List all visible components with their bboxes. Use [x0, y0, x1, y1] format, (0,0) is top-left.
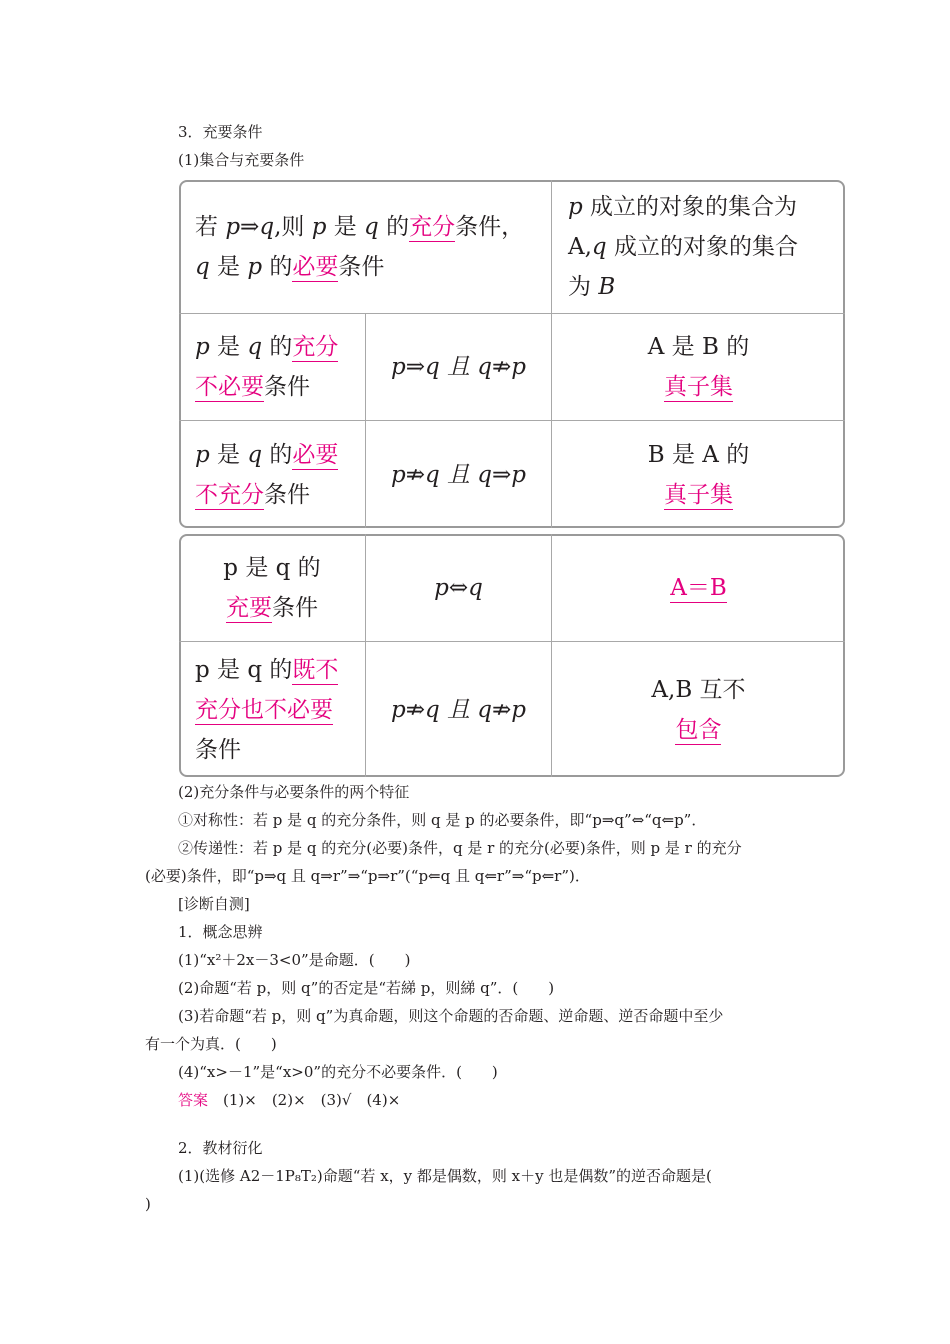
- section-heading: 3．充要条件: [178, 123, 263, 141]
- header-left-cell: 若 p⇒q,则 p 是 q 的充分条件， q 是 p 的必要条件: [179, 180, 552, 314]
- row4-condition-cell: p 是 q 的既不 充分也不必要 条件: [179, 642, 366, 777]
- feature-transitivity-line1: ②传递性：若 p 是 q 的充分(必要)条件，q 是 r 的充分(必要)条件，则 p 是 r 的充分: [178, 839, 742, 857]
- question1-item3-line1: (3)若命题“若 p，则 q”为真命题，则这个命题的否命题、逆命题、逆否命题中至少: [178, 1007, 724, 1025]
- diagnostic-heading: [诊断自测]: [178, 895, 250, 913]
- row2-condition-cell: p 是 q 的必要 不充分条件: [179, 421, 366, 528]
- row3-implication-cell: p⇔q: [366, 534, 552, 642]
- row3-condition-cell: p 是 q 的 充要条件: [179, 534, 366, 642]
- question2-item1-line1: (1)(选修 A2－1P₈T₂)命题“若 x，y 都是偶数，则 x＋y 也是偶数”的逆否命题是(: [178, 1167, 712, 1185]
- feature-symmetry: ①对称性：若 p 是 q 的充分条件，则 q 是 p 的必要条件，即“p⇒q”⇔“q⇐p”．: [178, 811, 707, 829]
- feature-transitivity-line2: (必要)条件，即“p⇒q 且 q⇒r”⇒“p⇒r”(“p⇐q 且 q⇐r”⇒“p⇐r”)．: [145, 867, 590, 885]
- answer-label: 答案: [178, 1091, 209, 1109]
- question1-item4: (4)“x>－1”是“x>0”的充分不必要条件．( ): [178, 1063, 498, 1081]
- row2-set-cell: B 是 A 的 真子集: [647, 441, 750, 508]
- question1-item1: (1)“x²＋2x－3<0”是命题．( ): [178, 951, 411, 969]
- question2-heading: 2．教材衍化: [178, 1139, 263, 1157]
- question1-item3-line2: 有一个为真．( ): [145, 1035, 277, 1053]
- row3-set-cell: A＝B: [552, 534, 845, 642]
- question1-item2: (2)命题“若 p，则 q”的否定是“若綈 p，则綈 q”．( ): [178, 979, 555, 997]
- subheading-sets: (1)集合与充要条件: [178, 151, 305, 169]
- answer-text: (1)× (2)× (3)√ (4)×: [208, 1091, 401, 1109]
- row1-set-cell: A 是 B 的 真子集: [552, 314, 845, 421]
- blank-sufficient: 充分: [409, 213, 456, 240]
- row4-implication-cell: p⇏q 且 q⇏p: [366, 642, 552, 777]
- row2-implication-cell: p⇏q 且 q⇒p: [366, 421, 552, 528]
- row4-set-cell: A,B 互不 包含: [651, 676, 746, 743]
- blank-necessary: 必要: [292, 253, 339, 280]
- question2-item1-line2: ): [145, 1195, 151, 1213]
- row1-implication-cell: p⇒q 且 q⇏p: [366, 314, 552, 421]
- header-right-cell: p 成立的对象的集合为 A,q 成立的对象的集合 为 B: [552, 180, 845, 314]
- answer-line: [178, 1090, 400, 1110]
- question1-heading: 1．概念思辨: [178, 923, 263, 941]
- row1-condition-cell: p 是 q 的充分 不必要条件: [179, 314, 366, 421]
- subheading-features: (2)充分条件与必要条件的两个特征: [178, 783, 410, 801]
